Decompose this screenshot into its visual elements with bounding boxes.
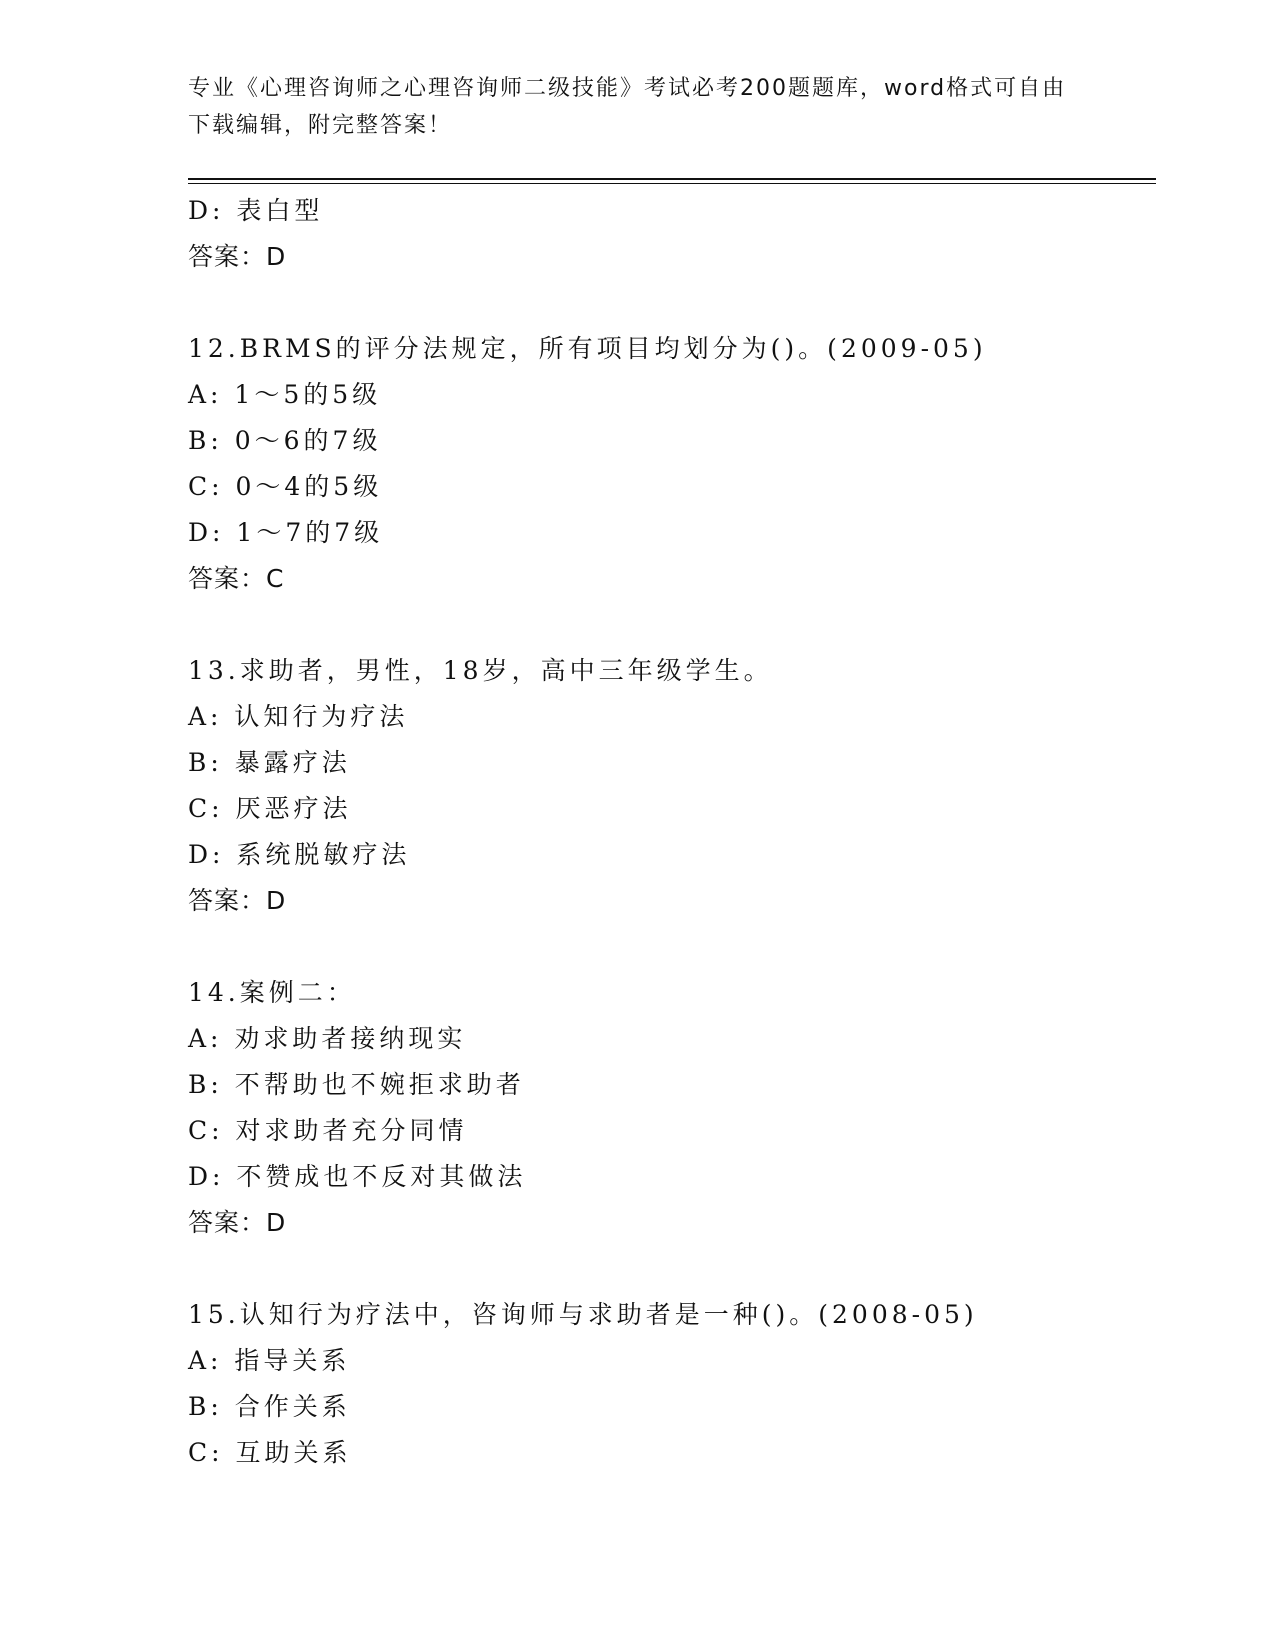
option-b: B: 0～6的7级 — [188, 426, 382, 455]
option-a: A: 劝求助者接纳现实 — [188, 1024, 467, 1053]
question-stem: 13.求助者，男性，18岁，高中三年级学生。 — [188, 656, 773, 685]
question-stem: 15.认知行为疗法中，咨询师与求助者是一种()。(2008-05) — [188, 1300, 978, 1329]
option-c: C: 互助关系 — [188, 1438, 352, 1467]
question-stem: 14.案例二： — [188, 978, 356, 1007]
question-13 — [188, 648, 1168, 924]
option-a: A: 认知行为疗法 — [188, 702, 409, 731]
option-b: B: 合作关系 — [188, 1392, 351, 1421]
question-14 — [188, 970, 1168, 1246]
answer: 答案：D — [188, 886, 287, 915]
option-d: D: 1～7的7级 — [188, 518, 384, 547]
question-15 — [188, 1292, 1168, 1476]
question-list — [188, 188, 1168, 1476]
header-divider-thick — [188, 178, 1156, 180]
option-a: A: 指导关系 — [188, 1346, 351, 1375]
option-b: B: 暴露疗法 — [188, 748, 351, 777]
option-b: B: 不帮助也不婉拒求助者 — [188, 1070, 525, 1099]
option-d: D: 系统脱敏疗法 — [188, 840, 411, 869]
option-d: D: 不赞成也不反对其做法 — [188, 1162, 527, 1191]
option-a: A: 1～5的5级 — [188, 380, 382, 409]
question-stem: 12.BRMS的评分法规定，所有项目均划分为()。(2009-05) — [188, 334, 987, 363]
question-12 — [188, 326, 1168, 602]
option-d: D: 表白型 — [188, 196, 324, 225]
option-c: C: 厌恶疗法 — [188, 794, 352, 823]
document-header: 专业《心理咨询师之心理咨询师二级技能》考试必考200题题库，word格式可自由下载编辑，附完整答案！ — [188, 76, 1067, 138]
answer: 答案：C — [188, 564, 285, 593]
answer: 答案：D — [188, 242, 287, 271]
answer: 答案：D — [188, 1208, 287, 1237]
header-divider-thin — [188, 183, 1156, 184]
option-c: C: 对求助者充分同情 — [188, 1116, 468, 1145]
option-c: C: 0～4的5级 — [188, 472, 383, 501]
